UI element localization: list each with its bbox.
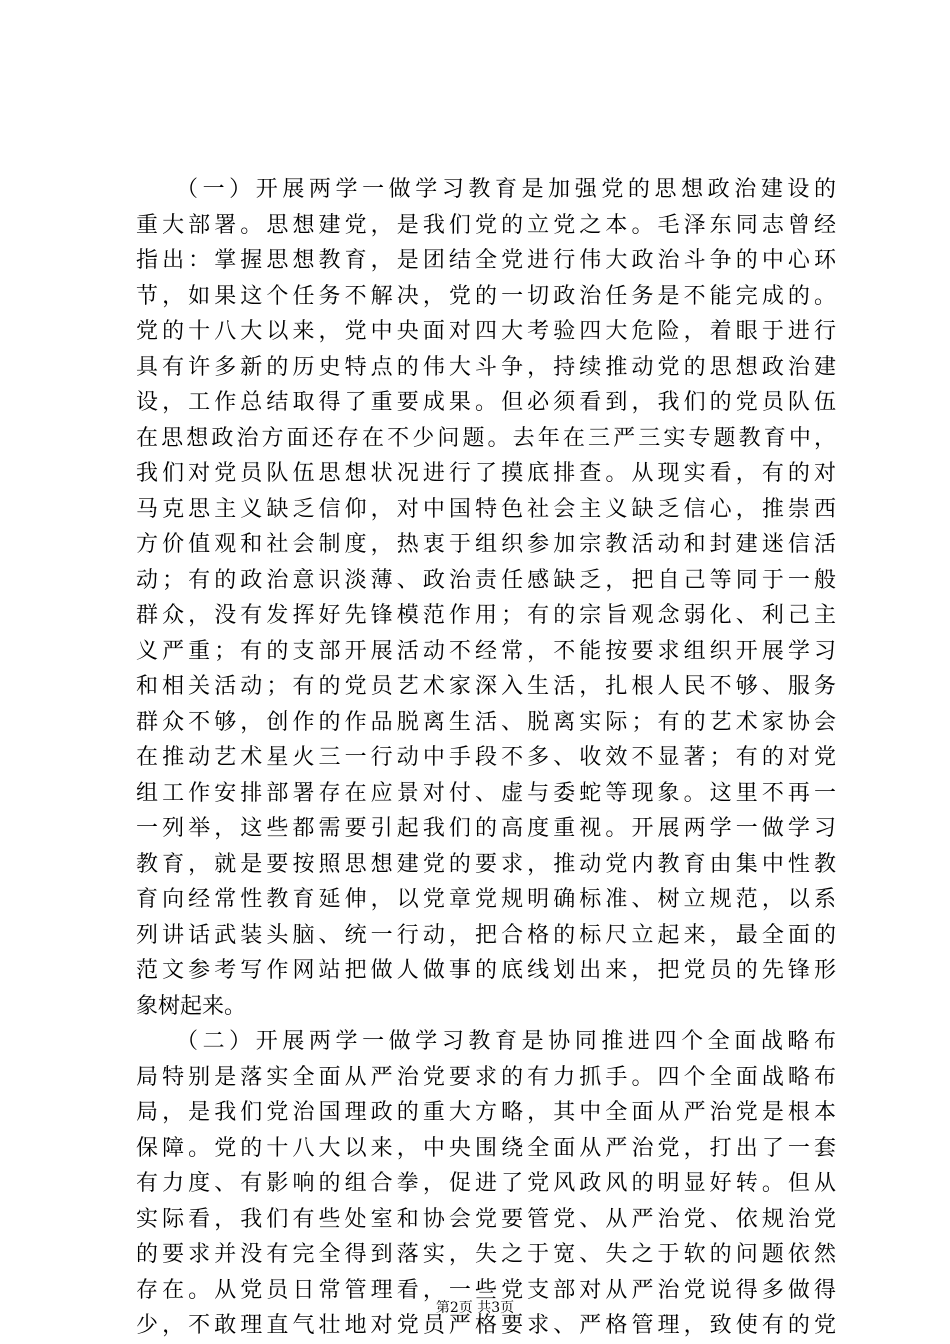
text-line: 一列举，这些都需要引起我们的高度重视。开展两学一做学习 bbox=[136, 816, 836, 841]
text-line: 有力度、有影响的组合拳，促进了党风政风的明显好转。但从 bbox=[136, 1171, 836, 1196]
page-footer: 第2页 共3页 bbox=[435, 1300, 515, 1316]
text-line: 在推动艺术星火三一行动中手段不多、收效不显著；有的对党 bbox=[136, 745, 836, 770]
text-line: 和相关活动；有的党员艺术家深入生活，扎根人民不够、服务 bbox=[136, 674, 836, 699]
text-line: 组工作安排部署存在应景对付、虚与委蛇等现象。这里不再一 bbox=[136, 780, 836, 806]
text-line: 存在。从党员日常管理看，一些党支部对从严治党说得多做得 bbox=[136, 1277, 836, 1303]
text-line: 指出：掌握思想教育，是团结全党进行伟大政治斗争的中心环 bbox=[136, 248, 836, 273]
text-line: 动；有的政治意识淡薄、政治责任感缺乏，把自己等同于一般 bbox=[136, 567, 836, 593]
text-line: 实际看，我们有些处室和协会党要管党、从严治党、依规治党 bbox=[136, 1206, 836, 1232]
text-line: 少，不敢理直气壮地对党员严格要求、严格管理，致使有的党 bbox=[136, 1313, 836, 1338]
text-line: 节，如果这个任务不解决，党的一切政治任务是不能完成的。 bbox=[136, 283, 836, 309]
text-line: 局，是我们党治国理政的重大方略，其中全面从严治党是根本 bbox=[136, 1100, 836, 1125]
body-text bbox=[136, 172, 836, 1344]
text-line: 重大部署。思想建党，是我们党的立党之本。毛泽东同志曾经 bbox=[136, 212, 836, 238]
text-line: 我们对党员队伍思想状况进行了摸底排查。从现实看，有的对 bbox=[136, 461, 836, 486]
text-line: 设，工作总结取得了重要成果。但必须看到，我们的党员队伍 bbox=[136, 390, 836, 415]
text-line: 群众，没有发挥好先锋模范作用；有的宗旨观念弱化、利己主 bbox=[136, 603, 836, 628]
text-line: 象树起来。 bbox=[136, 993, 247, 1019]
text-line: 具有许多新的历史特点的伟大斗争，持续推动党的思想政治建 bbox=[136, 354, 836, 380]
text-line: 育向经常性教育延伸，以党章党规明确标准、树立规范，以系 bbox=[136, 887, 836, 912]
text-line: 群众不够，创作的作品脱离生活、脱离实际；有的艺术家协会 bbox=[136, 709, 836, 735]
text-line: 义严重；有的支部开展活动不经常，不能按要求组织开展学习 bbox=[136, 638, 836, 664]
text-line: 的要求并没有完全得到落实，失之于宽、失之于软的问题依然 bbox=[136, 1242, 836, 1267]
text-line: 方价值观和社会制度，热衷于组织参加宗教活动和封建迷信活 bbox=[136, 532, 836, 557]
text-line: 马克思主义缺乏信仰，对中国特色社会主义缺乏信心，推崇西 bbox=[136, 496, 836, 522]
text-line: 党的十八大以来，党中央面对四大考验四大危险，着眼于进行 bbox=[136, 319, 836, 344]
text-line: （一）开展两学一做学习教育是加强党的思想政治建设的 bbox=[176, 177, 836, 202]
text-line: 局特别是落实全面从严治党要求的有力抓手。四个全面战略布 bbox=[136, 1064, 836, 1090]
text-line: 列讲话武装头脑、统一行动，把合格的标尺立起来，最全面的 bbox=[136, 922, 836, 948]
text-line: 在思想政治方面还存在不少问题。去年在三严三实专题教育中， bbox=[136, 425, 836, 451]
text-line: （二）开展两学一做学习教育是协同推进四个全面战略布 bbox=[176, 1029, 836, 1054]
text-line: 范文参考写作网站把做人做事的底线划出来，把党员的先锋形 bbox=[136, 958, 836, 983]
text-line: 教育，就是要按照思想建党的要求，推动党内教育由集中性教 bbox=[136, 851, 836, 877]
text-line: 保障。党的十八大以来，中央围绕全面从严治党，打出了一套 bbox=[136, 1135, 836, 1161]
